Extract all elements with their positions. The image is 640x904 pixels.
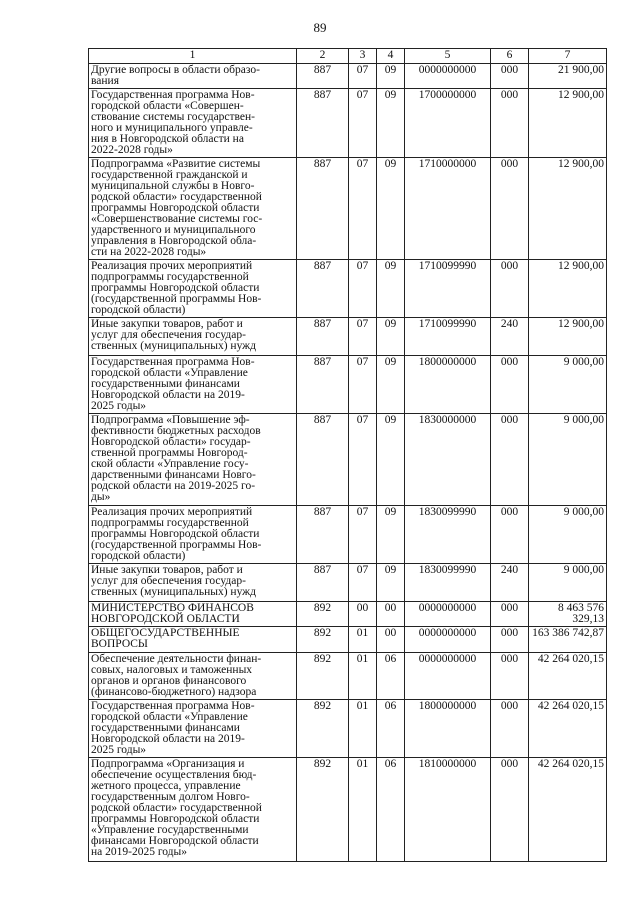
row-subsection-cell: 09	[377, 158, 405, 260]
row-amount-cell: 8 463 576 329,13	[529, 602, 607, 627]
table-row	[89, 64, 607, 89]
row-name-cell: Подпрограмма «Повышение эф- фективности бюджетных расходов Новгородской области» государ- ственной программы Новгород- ской области «Управление госу- дарственными финансами Новго- родской области на 2019-2025 го- ды»	[89, 414, 297, 506]
row-subsection-cell: 00	[377, 627, 405, 653]
row-amount-cell: 12 900,00	[529, 158, 607, 260]
row-target-cell: 0000000000	[405, 627, 491, 653]
row-subsection-cell: 09	[377, 260, 405, 318]
table-row	[89, 627, 607, 653]
row-target-cell: 1830000000	[405, 414, 491, 506]
row-name-cell: МИНИСТЕРСТВО ФИНАНСОВ НОВГОРОДСКОЙ ОБЛАСТИ	[89, 602, 297, 627]
row-code-gr-cell: 892	[297, 700, 349, 758]
table-row	[89, 89, 607, 158]
row-section-cell: 07	[349, 356, 377, 414]
table-row	[89, 700, 607, 758]
row-target-cell: 1710099990	[405, 318, 491, 356]
row-code-gr-cell: 892	[297, 602, 349, 627]
row-target-cell: 1710099990	[405, 260, 491, 318]
row-name-cell: Подпрограмма «Организация и обеспечение осуществления бюд- жетного процесса, управление государственным долгом Новго- родской области» государственной программы Новгородской области «Управление государственными финансами Новгородской области на 2019-2025 годы»	[89, 758, 297, 862]
row-subsection-cell: 09	[377, 564, 405, 602]
row-target-cell: 1830099990	[405, 564, 491, 602]
row-code-gr-cell: 887	[297, 506, 349, 564]
row-amount-cell: 21 900,00	[529, 64, 607, 89]
row-expense-type-cell: 000	[491, 653, 529, 700]
column-header: 4	[377, 49, 405, 64]
column-header: 2	[297, 49, 349, 64]
column-header: 7	[529, 49, 607, 64]
table-row	[89, 564, 607, 602]
row-expense-type-cell: 240	[491, 318, 529, 356]
table-row	[89, 602, 607, 627]
budget-table	[88, 48, 607, 862]
row-expense-type-cell: 240	[491, 564, 529, 602]
page-number: 89	[313, 20, 327, 35]
row-subsection-cell: 06	[377, 700, 405, 758]
row-amount-cell: 42 264 020,15	[529, 758, 607, 862]
row-expense-type-cell: 000	[491, 64, 529, 89]
row-target-cell: 1830099990	[405, 506, 491, 564]
column-header: 1	[89, 49, 297, 64]
table-header-row	[89, 49, 607, 64]
row-name-cell: ОБЩЕГОСУДАРСТВЕННЫЕ ВОПРОСЫ	[89, 627, 297, 653]
table-row	[89, 414, 607, 506]
row-expense-type-cell: 000	[491, 700, 529, 758]
row-amount-cell: 9 000,00	[529, 414, 607, 506]
row-subsection-cell: 06	[377, 653, 405, 700]
row-subsection-cell: 09	[377, 89, 405, 158]
table-row	[89, 506, 607, 564]
row-section-cell: 01	[349, 627, 377, 653]
row-amount-cell: 12 900,00	[529, 89, 607, 158]
row-subsection-cell: 00	[377, 602, 405, 627]
row-target-cell: 1700000000	[405, 89, 491, 158]
row-code-gr-cell: 887	[297, 260, 349, 318]
row-code-gr-cell: 887	[297, 356, 349, 414]
row-target-cell: 1800000000	[405, 700, 491, 758]
row-name-cell: Реализация прочих мероприятий подпрограммы государственной программы Новгородской области (государственной программы Нов- городской области)	[89, 506, 297, 564]
table-row	[89, 260, 607, 318]
row-section-cell: 07	[349, 260, 377, 318]
row-subsection-cell: 09	[377, 414, 405, 506]
row-code-gr-cell: 892	[297, 653, 349, 700]
column-header: 3	[349, 49, 377, 64]
row-amount-cell: 163 386 742,87	[529, 627, 607, 653]
row-code-gr-cell: 887	[297, 64, 349, 89]
row-name-cell: Другие вопросы в области образо- вания	[89, 64, 297, 89]
row-expense-type-cell: 000	[491, 506, 529, 564]
row-section-cell: 01	[349, 653, 377, 700]
row-code-gr-cell: 887	[297, 318, 349, 356]
row-subsection-cell: 09	[377, 506, 405, 564]
row-target-cell: 1710000000	[405, 158, 491, 260]
row-name-cell: Иные закупки товаров, работ и услуг для обеспечения государ- ственных (муниципальных) нужд	[89, 318, 297, 356]
row-code-gr-cell: 892	[297, 627, 349, 653]
row-code-gr-cell: 892	[297, 758, 349, 862]
row-amount-cell: 12 900,00	[529, 318, 607, 356]
row-name-cell: Государственная программа Нов- городской области «Совершен- ствование системы государствен- ного и муниципального управле- ния в Новгородской области на 2022-2028 годы»	[89, 89, 297, 158]
row-code-gr-cell: 887	[297, 89, 349, 158]
row-code-gr-cell: 887	[297, 414, 349, 506]
row-section-cell: 07	[349, 414, 377, 506]
row-name-cell: Государственная программа Нов- городской области «Управление государственными финансами Новгородской области на 2019- 2025 годы»	[89, 356, 297, 414]
row-expense-type-cell: 000	[491, 758, 529, 862]
row-section-cell: 07	[349, 64, 377, 89]
row-subsection-cell: 09	[377, 64, 405, 89]
table-row	[89, 318, 607, 356]
row-section-cell: 01	[349, 758, 377, 862]
row-subsection-cell: 06	[377, 758, 405, 862]
row-name-cell: Обеспечение деятельности финан- совых, налоговых и таможенных органов и органов финансового (финансово-бюджетного) надзора	[89, 653, 297, 700]
row-section-cell: 07	[349, 318, 377, 356]
row-expense-type-cell: 000	[491, 356, 529, 414]
table-row	[89, 653, 607, 700]
row-name-cell: Иные закупки товаров, работ и услуг для обеспечения государ- ственных (муниципальных) нужд	[89, 564, 297, 602]
row-code-gr-cell: 887	[297, 564, 349, 602]
column-header: 6	[491, 49, 529, 64]
row-target-cell: 0000000000	[405, 653, 491, 700]
row-target-cell: 0000000000	[405, 602, 491, 627]
column-header: 5	[405, 49, 491, 64]
row-name-cell: Реализация прочих мероприятий подпрограммы государственной программы Новгородской области (государственной программы Нов- городской области)	[89, 260, 297, 318]
row-amount-cell: 9 000,00	[529, 356, 607, 414]
row-expense-type-cell: 000	[491, 158, 529, 260]
row-amount-cell: 42 264 020,15	[529, 700, 607, 758]
row-section-cell: 07	[349, 158, 377, 260]
row-amount-cell: 12 900,00	[529, 260, 607, 318]
row-amount-cell: 42 264 020,15	[529, 653, 607, 700]
row-expense-type-cell: 000	[491, 260, 529, 318]
row-name-cell: Подпрограмма «Развитие системы государственной гражданской и муниципальной службы в Новго- родской области» государственной программы Новгородской области «Совершенствование системы гос- ударственного и муниципального управления в Новгородской обла- сти на 2022-2028 годы»	[89, 158, 297, 260]
row-amount-cell: 9 000,00	[529, 564, 607, 602]
row-target-cell: 1810000000	[405, 758, 491, 862]
row-target-cell: 1800000000	[405, 356, 491, 414]
row-expense-type-cell: 000	[491, 414, 529, 506]
row-target-cell: 0000000000	[405, 64, 491, 89]
row-subsection-cell: 09	[377, 318, 405, 356]
row-section-cell: 07	[349, 506, 377, 564]
row-amount-cell: 9 000,00	[529, 506, 607, 564]
row-section-cell: 00	[349, 602, 377, 627]
row-expense-type-cell: 000	[491, 627, 529, 653]
row-expense-type-cell: 000	[491, 89, 529, 158]
row-code-gr-cell: 887	[297, 158, 349, 260]
row-name-cell: Государственная программа Нов- городской области «Управление государственными финансами Новгородской области на 2019- 2025 годы»	[89, 700, 297, 758]
row-section-cell: 07	[349, 564, 377, 602]
row-subsection-cell: 09	[377, 356, 405, 414]
row-section-cell: 07	[349, 89, 377, 158]
table-row	[89, 356, 607, 414]
table-row	[89, 758, 607, 862]
row-section-cell: 01	[349, 700, 377, 758]
row-expense-type-cell: 000	[491, 602, 529, 627]
table-row	[89, 158, 607, 260]
